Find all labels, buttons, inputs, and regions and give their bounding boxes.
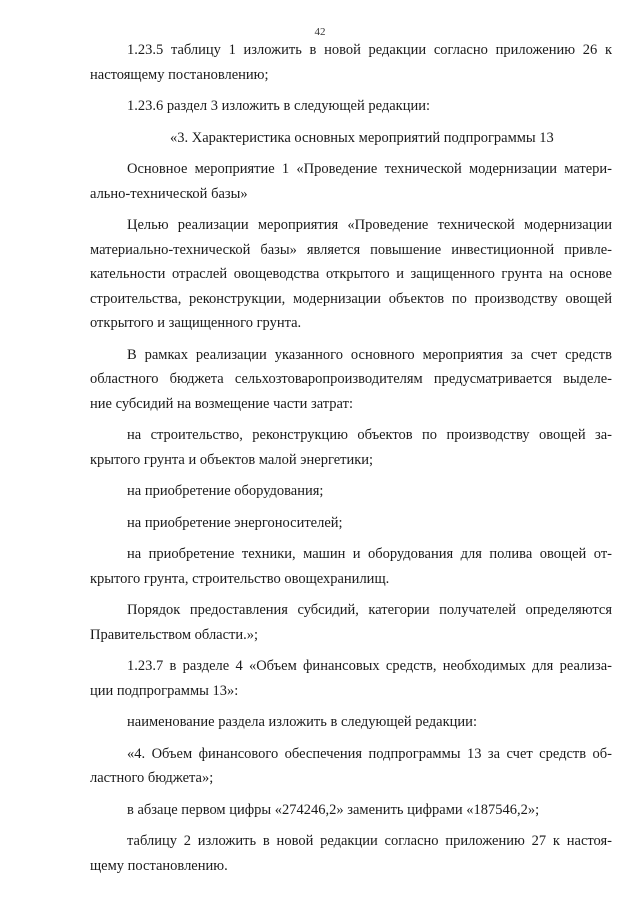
text-line: ластного бюджета»; — [90, 770, 214, 786]
text-line: ально-технической базы» — [90, 185, 248, 202]
text-line: на приобретение оборудования; — [127, 483, 324, 499]
text-line: областного бюджета сельхозтоваропроизводителям предусматривается выделе- — [90, 371, 612, 387]
text-line: Правительством области.»; — [90, 626, 259, 643]
text-line: наименование раздела изложить в следующей редакции: — [127, 714, 477, 730]
text-line: ции подпрограммы 13»: — [90, 682, 239, 699]
text-line: на приобретение техники, машин и оборудования для полива овощей от- — [127, 546, 612, 562]
text-line: строительства, реконструкции, модернизации объектов по производству овощей — [90, 290, 612, 307]
text-line: Порядок предоставления субсидий, категории получателей определяются — [127, 602, 612, 618]
text-line: открытого и защищенного грунта. — [90, 315, 302, 331]
text-line: «3. Характеристика основных мероприятий подпрограммы 13 — [170, 129, 554, 146]
text-line: 1.23.6 раздел 3 изложить в следующей редакции: — [127, 98, 431, 114]
text-line: кательности отраслей овощеводства открытого и защищенного грунта на основе — [90, 266, 612, 282]
text-line: на приобретение энергоносителей; — [127, 514, 343, 531]
text-line: крытого грунта, строительство овощехранилищ. — [90, 570, 390, 587]
text-line: на строительство, реконструкцию объектов по производству овощей за- — [127, 427, 612, 443]
text-line: крытого грунта и объектов малой энергетики; — [90, 451, 374, 468]
text-line: таблицу 2 изложить в новой редакции согласно приложению 27 к настоя- — [127, 833, 612, 849]
document-body — [90, 38, 612, 878]
text-line: В рамках реализации указанного основного мероприятия за счет средств — [127, 346, 612, 363]
text-line: ние субсидий на возмещение части затрат: — [90, 395, 353, 412]
text-line: 1.23.7 в разделе 4 «Объем финансовых средств, необходимых для реализа- — [127, 658, 612, 674]
text-line: щему постановлению. — [90, 857, 228, 874]
text-line: Основное мероприятие 1 «Проведение технической модернизации матери- — [127, 161, 612, 177]
text-line: Целью реализации мероприятия «Проведение технической модернизации — [127, 217, 612, 233]
text-line: материально-технической базы» является повышение инвестиционной привле- — [90, 241, 612, 258]
page-number: 42 — [314, 26, 326, 38]
text-line: настоящему постановлению; — [90, 66, 269, 83]
text-line: 1.23.5 таблицу 1 изложить в новой редакции согласно приложению 26 к — [127, 42, 612, 58]
text-line: в абзаце первом цифры «274246,2» заменить цифрами «187546,2»; — [127, 801, 540, 818]
text-line: «4. Объем финансового обеспечения подпрограммы 13 за счет средств об- — [127, 745, 612, 762]
